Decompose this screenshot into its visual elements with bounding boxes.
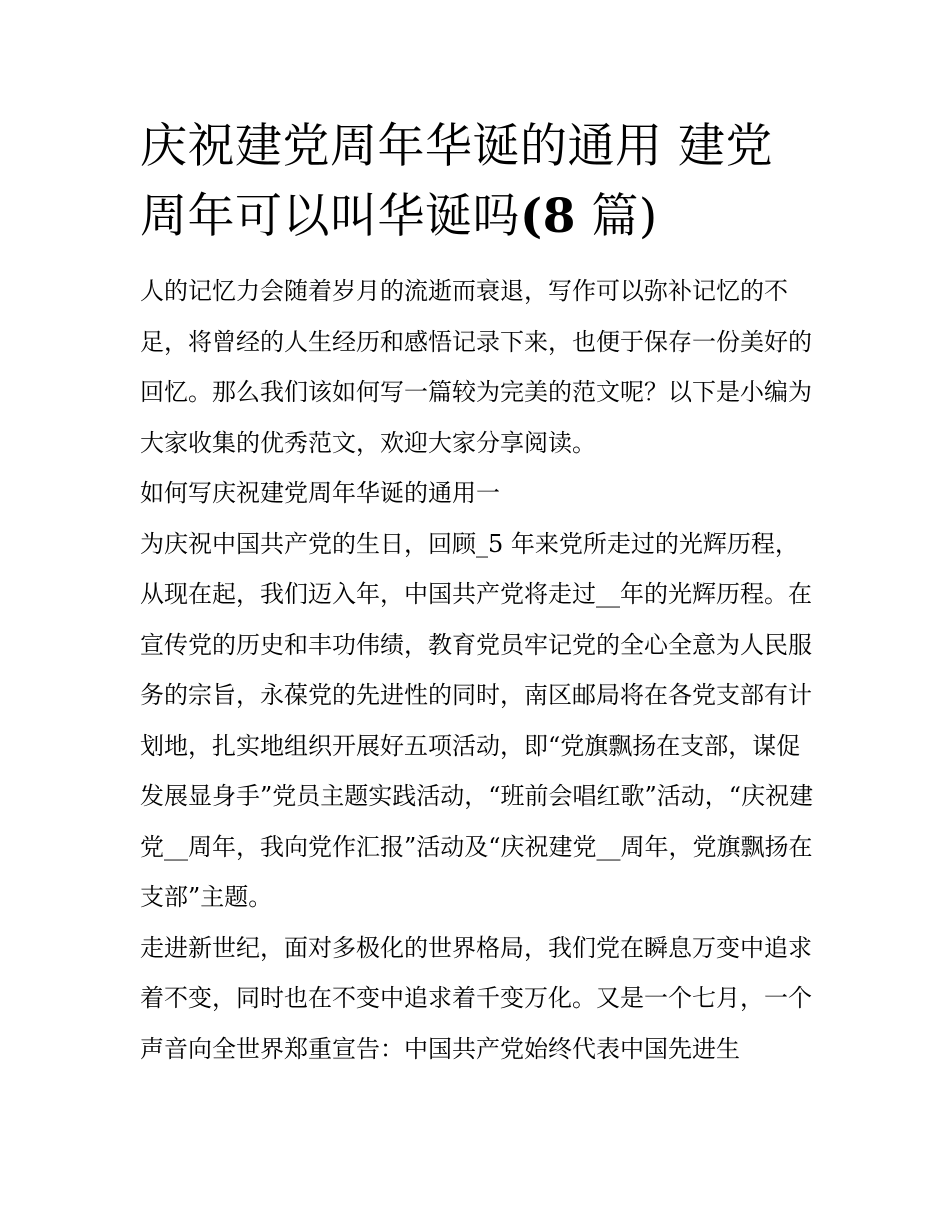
title-line-1: 庆祝建党周年华诞的通用 建党 [140,119,773,174]
paragraph-heading: 如何写庆祝建党周年华诞的通用一 [140,479,500,507]
paragraph-intro: 人的记忆力会随着岁月的流逝而衰退，写作可以弥补记忆的不足，将曾经的人生经历和感悟记录下来，也便于保存一份美好的回忆。那么我们该如何写一篇较为完美的范文呢？以下是小编为大家收集的优秀范文，欢迎大家分享阅读。 [140,277,812,457]
document-title [140,112,815,252]
document-page [140,112,815,1074]
paragraph-activities: 为庆祝中国共产党的生日，回顾_5 年来党所走过的光辉历程，从现在起，我们迈入年，中国共产党将走过__年的光辉历程。在宣传党的历史和丰功伟绩，教育党员牢记党的全心全意为人民服务的宗旨，永葆党的先进性的同时，南区邮局将在各党支部有计划地，扎实地组织开展好五项活动，即“党旗飘扬在支部，谋促发展显身手”党员主题实践活动，“班前会唱红歌”活动，“庆祝建党__周年，我向党作汇报”活动及“庆祝建党__周年，党旗飘扬在支部”主题。 [140,529,814,911]
document-body [140,266,815,1074]
title-line-2-end: 篇) [575,189,658,244]
title-count: (8 [520,189,576,244]
paragraph-new-century: 走进新世纪，面对多极化的世界格局，我们党在瞬息万变中追求着不变，同时也在不变中追求着千变万化。又是一个七月，一个声音向全世界郑重宣告：中国共产党始终代表中国先进生 [140,933,812,1063]
title-line-2: 周年可以叫华诞吗 [140,189,520,244]
